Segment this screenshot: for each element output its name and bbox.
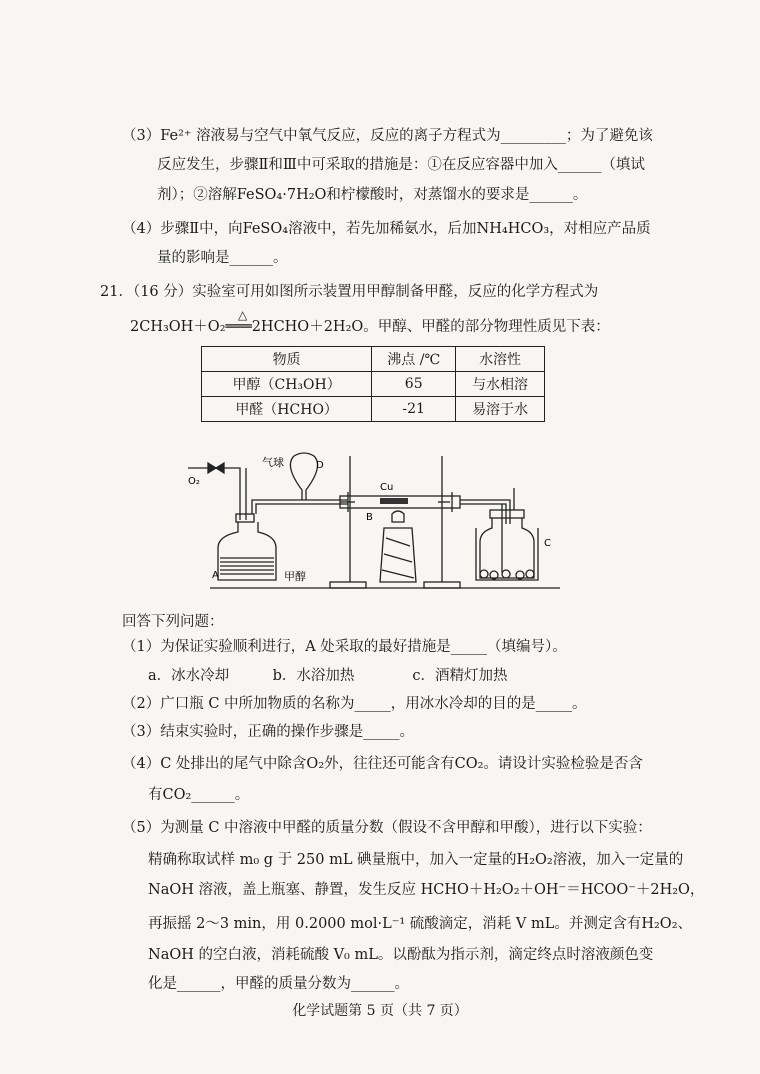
table-cell: 65 <box>372 372 456 397</box>
label-d: D <box>316 460 324 471</box>
q20-part4-line1: （4）步骤Ⅱ中，向FeSO₄溶液中，若先加稀氨水，后加NH₄HCO₃，对相应产品质 <box>122 221 651 237</box>
q20-part3-line2: 反应发生，步骤Ⅱ和Ⅲ中可采取的措施是：①在反应容器中加入______（填试 <box>157 157 645 173</box>
table-header-cell: 沸点 /℃ <box>372 347 456 372</box>
reaction-condition-heat: △ <box>238 308 248 322</box>
label-a: A <box>212 570 219 581</box>
q21-sub4-line1: （4）C 处排出的尾气中除含O₂外，往往还可能含有CO₂。请设计实验检验是否含 <box>122 756 643 772</box>
apparatus-diagram <box>180 448 580 596</box>
q21-sub5-line1: （5）为测量 C 中溶液中甲醛的质量分数（假设不含甲醇和甲酸），进行以下实验： <box>122 820 652 836</box>
label-balloon: 气球 <box>262 456 284 469</box>
table-cell: 易溶于水 <box>456 397 545 422</box>
q21-sub3: （3）结束实验时，正确的操作步骤是_____。 <box>122 724 414 740</box>
q21-intro-line1: 21．（16 分）实验室可用如图所示装置用甲醇制备甲醛，反应的化学方程式为 <box>100 284 599 300</box>
q21-sub4-line2: 有CO₂______。 <box>148 787 250 803</box>
page-footer: 化学试题第 5 页（共 7 页） <box>292 1003 468 1019</box>
q21-sub2: （2）广口瓶 C 中所加物质的名称为_____，用冰水冷却的目的是_____。 <box>122 696 587 712</box>
q20-part3-line3: 剂）；②溶解FeSO₄·7H₂O和柠檬酸时，对蒸馏水的要求是______。 <box>157 187 588 203</box>
q21-sub1: （1）为保证实验顺利进行，A 处采取的最好措施是_____（填编号）。 <box>122 639 567 655</box>
table-header-cell: 物质 <box>202 347 372 372</box>
property-table <box>201 346 545 422</box>
table-cell: 与水相溶 <box>456 372 545 397</box>
table-row <box>202 397 545 422</box>
table-cell: 甲醇（CH₃OH） <box>202 372 372 397</box>
q21-intro-line2: 2CH₃OH＋O₂═══2HCHO＋2H₂O。甲醇、甲醛的部分物理性质见下表： <box>130 319 610 335</box>
table-row <box>202 372 545 397</box>
q21-sub5-line6: 化是______，甲醛的质量分数为______。 <box>148 976 409 992</box>
q20-part4-line2: 量的影响是______。 <box>157 250 288 266</box>
q20-part3-line1: （3）Fe²⁺ 溶液易与空气中氧气反应，反应的离子方程式为_________；为了避免该 <box>122 128 653 144</box>
label-c: C <box>544 538 551 549</box>
label-o2: O₂ <box>188 476 200 487</box>
q21-sub5-line5: NaOH 的空白液，消耗硫酸 V₀ mL。以酚酞为指示剂，滴定终点时溶液颜色变 <box>148 947 654 963</box>
label-cu: Cu <box>380 482 394 493</box>
table-cell: 甲醛（HCHO） <box>202 397 372 422</box>
q21-sub1-options: a．冰水冷却 b．水浴加热 c．酒精灯加热 <box>148 668 508 684</box>
table-header-cell: 水溶性 <box>456 347 545 372</box>
label-methanol: 甲醇 <box>284 570 306 583</box>
q21-sub5-line2: 精确称取试样 m₀ g 于 250 mL 碘量瓶中，加入一定量的H₂O₂溶液，加入一定量的 <box>148 852 684 868</box>
table-cell: -21 <box>372 397 456 422</box>
cu-wire <box>380 498 408 504</box>
table-header-row <box>202 347 545 372</box>
label-b: B <box>366 512 373 523</box>
q21-sub5-line4: 再振摇 2～3 min，用 0.2000 mol·L⁻¹ 硫酸滴定，消耗 V mL。并测定含有H₂O₂、 <box>148 916 693 932</box>
answer-intro: 回答下列问题： <box>122 614 224 630</box>
q21-sub5-line3: NaOH 溶液，盖上瓶塞、静置，发生反应 HCHO＋H₂O₂＋OH⁻＝HCOO⁻＋2H₂O， <box>148 882 705 898</box>
